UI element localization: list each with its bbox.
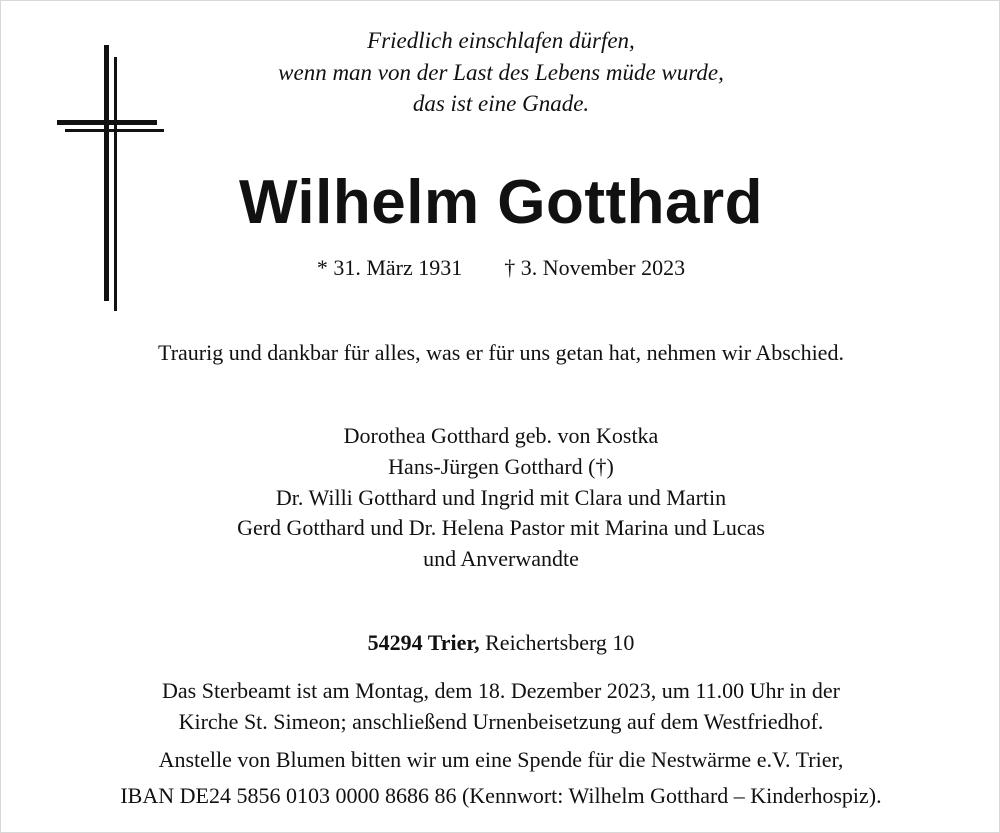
donation-line: Anstelle von Blumen bitten wir um eine Spende für die Nestwärme e.V. Trier, (158, 747, 844, 772)
address (1, 628, 1000, 658)
address-street: Reichertsberg 10 (485, 630, 635, 655)
family-member: Dorothea Gotthard geb. von Kostka (343, 423, 659, 448)
service-line: Kirche St. Simeon; anschließend Urnenbeisetzung auf dem Westfriedhof. (178, 708, 824, 734)
deceased-name: Wilhelm Gotthard (238, 168, 764, 237)
family-member: Dr. Willi Gotthard und Ingrid mit Clara und Martin (275, 484, 727, 510)
donation-line: IBAN DE24 5856 0103 0000 8686 86 (Kennwort: Wilhelm Gotthard – Kinderhospiz). (120, 782, 882, 808)
birth-date: * 31. März 1931 (316, 255, 463, 280)
farewell-text: Traurig und dankbar für alles, was er für uns getan hat, nehmen wir Abschied. (158, 340, 844, 365)
family-member: Gerd Gotthard und Dr. Helena Pastor mit Marina und Lucas (237, 515, 765, 541)
service-line: Das Sterbeamt ist am Montag, dem 18. Dezember 2023, um 11.00 Uhr in der (162, 678, 840, 703)
cross-horizontal-bar-shadow (65, 129, 164, 132)
family-list (101, 421, 901, 575)
address-city: 54294 Trier, (367, 630, 480, 655)
motto-line: das ist eine Gnade. (412, 91, 590, 116)
cross-horizontal-bar (57, 120, 157, 125)
motto-line: Friedlich einschlafen dürfen, (367, 28, 635, 53)
death-date: † 3. November 2023 (504, 255, 686, 280)
motto-line: wenn man von der Last des Lebens müde wurde, (278, 59, 724, 85)
donation-info (21, 742, 981, 813)
family-member: Hans-Jürgen Gotthard (†) (388, 453, 614, 479)
family-member: und Anverwandte (423, 546, 579, 572)
life-dates (251, 253, 751, 283)
service-info (21, 676, 981, 737)
motto-verse (151, 25, 851, 120)
